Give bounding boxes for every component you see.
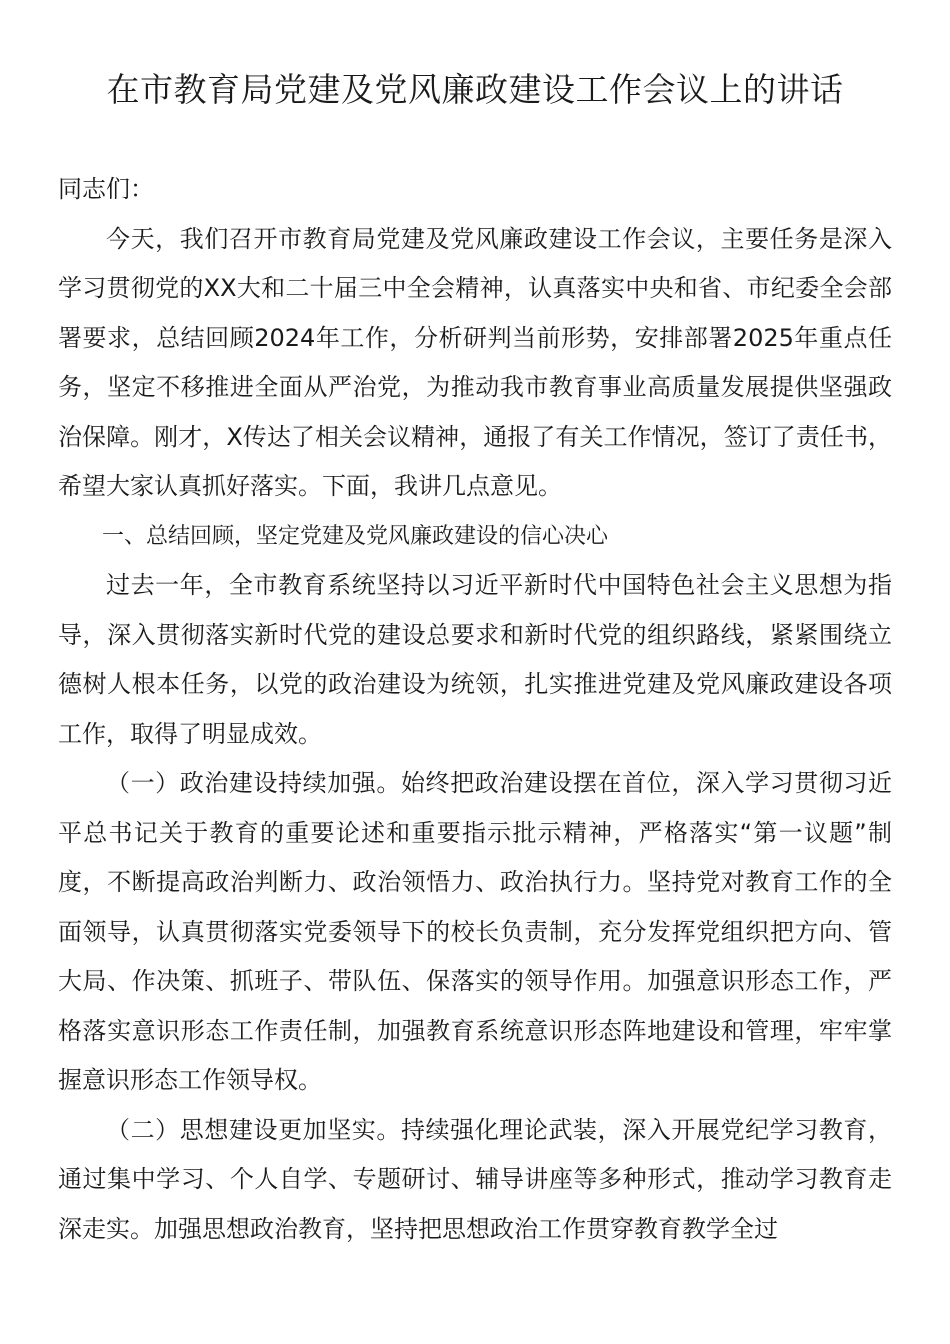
salutation: 同志们： [58, 175, 154, 203]
paragraph-opening: 今天，我们召开市教育局党建及党风廉政建设工作会议，主要任务是深入学习贯彻党的XX大和二十届三中全会精神，认真落实中央和省、市纪委全会部署要求，总结回顾2024年工作，分析研判当前形势，安排部署2025年重点任务，坚定不移推进全面从严治党，为推动我市教育事业高质量发展提供坚强政治保障。刚才，X传达了相关会议精神，通报了有关工作情况，签订了责任书，希望大家认真抓好落实。下面，我讲几点意见。 [58, 224, 892, 500]
paragraph-review: 过去一年，全市教育系统坚持以习近平新时代中国特色社会主义思想为指导，深入贯彻落实新时代党的建设总要求和新时代党的组织路线，紧紧围绕立德树人根本任务，以党的政治建设为统领，扎实推进党建及党风廉政建设各项工作，取得了明显成效。 [58, 571, 892, 748]
section-heading-1: 一、总结回顾，坚定党建及党风廉政建设的信心决心 [102, 523, 609, 549]
document-body [58, 165, 892, 1254]
document-title: 在市教育局党建及党风廉政建设工作会议上的讲话 [106, 70, 844, 109]
paragraph-ideological-building: （二）思想建设更加坚实。持续强化理论武装，深入开展党纪学习教育，通过集中学习、个人自学、专题研讨、辅导讲座等多种形式，推动学习教育走深走实。加强思想政治教育，坚持把思想政治工作贯穿教育教学全过 [58, 1115, 892, 1243]
paragraph-political-building: （一）政治建设持续加强。始终把政治建设摆在首位，深入学习贯彻习近平总书记关于教育的重要论述和重要指示批示精神，严格落实“第一议题”制度，不断提高政治判断力、政治领悟力、政治执行力。坚持党对教育工作的全面领导，认真贯彻落实党委领导下的校长负责制，充分发挥党组织把方向、管大局、作决策、抓班子、带队伍、保落实的领导作用。加强意识形态工作，严格落实意识形态工作责任制，加强教育系统意识形态阵地建设和管理，牢牢掌握意识形态工作领导权。 [58, 769, 892, 1094]
